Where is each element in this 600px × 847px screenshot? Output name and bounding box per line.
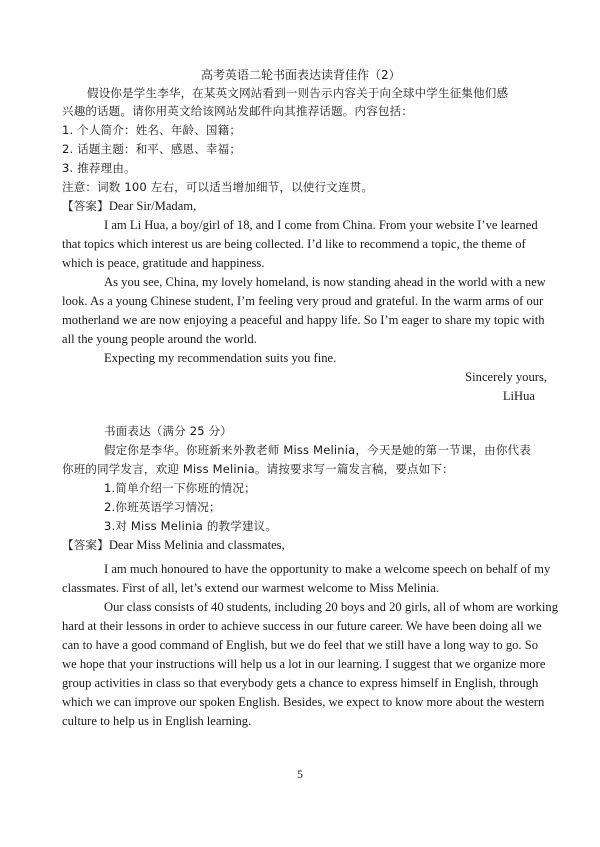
task2-prompt-line: 假定你是李华。你班新来外教老师 Miss Melinia，今天是她的第一节课，由你代表 xyxy=(104,443,531,457)
answer-text-line: we hope that your instructions will help us a lot in our learning. I suggest that we organize more xyxy=(62,657,546,671)
task1-note: 注意：词数 100 左右，可以适当增加细节，以使行文连贯。 xyxy=(62,180,374,194)
salutation: Dear Sir/Madam, xyxy=(108,199,197,213)
task1-prompt-line: 兴趣的话题。请你用英文给该网站发邮件向其推荐话题。内容包括： xyxy=(62,104,413,118)
document-title: 高考英语二轮书面表达读背佳作（2） xyxy=(201,68,401,82)
task2-answer-line xyxy=(62,537,285,553)
task1-prompt-line: 假设你是学生李华，在某英文网站看到一则告示内容关于向全球中学生征集他们感 xyxy=(87,86,509,100)
answer-text-line: all the young people around the world. xyxy=(62,332,257,346)
answer-text-line: I am Li Hua, a boy/girl of 18, and I come from China. From your website I’ve learned xyxy=(104,218,538,232)
task1-requirement: 1. 个人简介：姓名、年龄、国籍； xyxy=(62,123,242,137)
answer-text-line: As you see, China, my lovely homeland, is now standing ahead in the world with a new xyxy=(104,275,546,289)
answer-label: 【答案】 xyxy=(62,199,109,213)
task2-requirement: 3.对 Miss Melinia 的教学建议。 xyxy=(104,519,278,533)
answer-label: 【答案】 xyxy=(62,538,109,552)
answer-text-line: can to have a good command of English, but we do feel that we still have a long way to go. So xyxy=(62,638,539,652)
answer-text-line: hard at their lessons in order to achieve success in our future career. We have been doing all we xyxy=(62,619,542,633)
answer-text-line: Expecting my recommendation suits you fine. xyxy=(104,351,337,365)
answer-text-line: I am much honoured to have the opportunity to make a welcome speech on behalf of my xyxy=(104,562,551,576)
page-number: 5 xyxy=(297,767,303,781)
signature: LiHua xyxy=(502,389,535,403)
task2-heading: 书面表达（满分 25 分） xyxy=(104,424,233,438)
answer-text-line: motherland we are now enjoying a peaceful and happy life. So I’m eager to share my topic with xyxy=(62,313,545,327)
answer-text-line: culture to help us in English learning. xyxy=(62,714,252,728)
answer-text-line: which is peace, gratitude and happiness. xyxy=(62,256,265,270)
task1-requirement: 2. 话题主题：和平、感恩、幸福； xyxy=(62,142,242,156)
task2-prompt-line: 你班的同学发言，欢迎 Miss Melinia。请按要求写一篇发言稿，要点如下： xyxy=(62,462,454,476)
task2-requirement: 2.你班英语学习情况； xyxy=(104,500,221,514)
closing: Sincerely yours, xyxy=(465,370,547,384)
answer-text-line: look. As a young Chinese student, I’m feeling very proud and grateful. In the warm arms of our xyxy=(62,294,544,308)
answer-text-line: group activities in class so that everybody gets a chance to express himself in English, through xyxy=(62,676,539,690)
answer-text-line: that topics which interest us are being collected. I’d like to recommend a topic, the theme of xyxy=(62,237,526,251)
task2-requirement: 1.简单介绍一下你班的情况； xyxy=(104,481,256,495)
answer-text-line: Our class consists of 40 students, including 20 boys and 20 girls, all of whom are working xyxy=(104,600,559,614)
salutation: Dear Miss Melinia and classmates, xyxy=(108,538,285,552)
answer-text-line: which we can improve our spoken English. Besides, we expect to know more about the western xyxy=(62,695,545,709)
task1-requirement: 3. 推荐理由。 xyxy=(62,161,136,175)
task1-answer-line xyxy=(62,198,196,214)
answer-text-line: classmates. First of all, let’s extend our warmest welcome to Miss Melinia. xyxy=(62,581,440,595)
